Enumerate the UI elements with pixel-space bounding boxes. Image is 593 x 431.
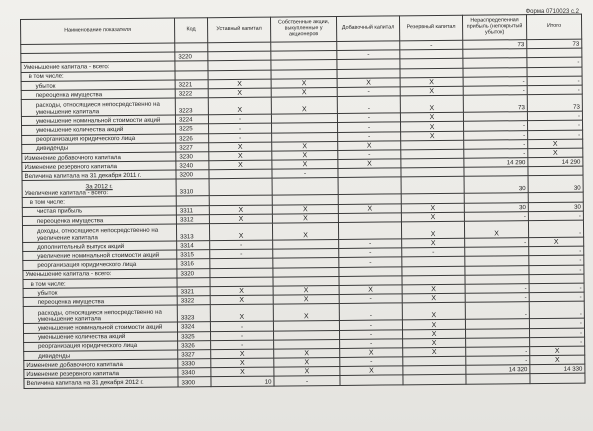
cell-c6: - [527, 111, 582, 121]
header-neraspr: Нераспределенная прибыль (непокрытый убыток) [462, 15, 526, 41]
row-name-text: переоценка имущества [35, 90, 103, 99]
row-name-text: чистая прибыль [36, 207, 83, 216]
cell-c1: X [210, 286, 273, 296]
row-name-text: реорганизация юридического лица [36, 135, 136, 144]
cell-c6: - [527, 76, 582, 86]
cell-c4: X [400, 112, 463, 122]
cell-c6: X [530, 355, 585, 365]
cell-c5: 73 [463, 95, 527, 113]
cell-c4: X [401, 131, 464, 141]
row-code: 3223 [175, 98, 208, 115]
cell-c6: 73 [527, 39, 582, 49]
row-code: 3221 [175, 79, 208, 89]
cell-c4: X [402, 238, 465, 248]
row-name-text: Изменение добавочного капитала [24, 153, 121, 162]
row-code [175, 70, 208, 80]
year-heading: За 2012 г. [85, 182, 113, 191]
cell-c2: X [273, 285, 339, 295]
row-name-text: в том числе: [28, 72, 64, 81]
cell-c5: - [464, 130, 528, 140]
cell-c3: - [340, 357, 403, 367]
header-sobst: Собственные акции, выкупленные у акционеров [270, 16, 336, 42]
cell-c5: - [466, 346, 530, 356]
cell-c3: - [337, 87, 400, 97]
cell-c3 [338, 222, 401, 240]
cell-c1: X [211, 358, 274, 368]
row-code: 3326 [178, 340, 211, 350]
cell-c6 [527, 67, 582, 77]
cell-c1: X [209, 151, 272, 161]
cell-c1: X [208, 97, 271, 115]
cell-c6: - [529, 328, 584, 338]
row-code: 3313 [176, 224, 209, 241]
row-code: 3316 [177, 259, 210, 269]
cell-c5: 30 [464, 202, 528, 212]
cell-c4 [401, 177, 464, 195]
row-code: 3340 [178, 368, 211, 378]
cell-c6: X [529, 237, 584, 247]
cell-c3: X [339, 285, 402, 295]
row-name-text: убыток [35, 82, 56, 90]
cell-c5: - [464, 139, 528, 149]
cell-c2: X [274, 358, 340, 368]
row-code: 3226 [176, 133, 209, 143]
cell-c5 [466, 374, 530, 384]
cell-c1: - [208, 114, 271, 124]
cell-c5: - [464, 211, 528, 221]
header-name: Наименование показателя [21, 18, 175, 44]
cell-c1: X [208, 88, 271, 98]
cell-c4: - [400, 40, 463, 50]
row-code: 3315 [177, 250, 210, 260]
row-name-text: Изменение резервного капитала [24, 162, 118, 171]
row-name-text: переоценка имущества [36, 216, 104, 225]
cell-c2 [272, 178, 338, 196]
row-code: 3320 [177, 268, 210, 278]
cell-c6: - [529, 318, 584, 328]
cell-c6: - [528, 220, 583, 238]
cell-c6: - [529, 255, 584, 265]
row-code: 3222 [175, 89, 208, 99]
cell-c3 [338, 177, 401, 195]
cell-c1: - [209, 123, 272, 133]
cell-c4: X [400, 77, 463, 87]
cell-c5: - [466, 356, 530, 366]
row-name [23, 305, 177, 323]
cell-c4: X [401, 212, 464, 222]
cell-c5: - [463, 86, 527, 96]
cell-c3: X [340, 366, 403, 376]
row-name-text: дивиденды [36, 145, 69, 153]
cell-c3: - [338, 122, 401, 132]
cell-c1: - [211, 331, 274, 341]
cell-c6: - [527, 57, 582, 67]
row-name-text: Изменение добавочного капитала [26, 360, 123, 369]
cell-c5: 14 290 [464, 158, 528, 168]
row-code: 3327 [178, 350, 211, 360]
row-name [22, 179, 176, 197]
header-ustavny: Уставный капитал [207, 17, 270, 43]
cell-c1: - [209, 133, 272, 143]
header-itogo: Итого [526, 14, 581, 40]
cell-c3: - [339, 239, 402, 249]
row-name [21, 98, 175, 116]
cell-c3: - [338, 150, 401, 160]
cell-c2: X [271, 78, 337, 88]
cell-c5: - [464, 121, 528, 131]
row-name [24, 377, 178, 388]
row-name-text: в том числе: [30, 280, 66, 288]
cell-c1: X [209, 160, 272, 170]
cell-c6: X [530, 346, 585, 356]
cell-c3: - [337, 50, 400, 60]
row-name [22, 224, 176, 242]
row-name-text: реорганизация юридического лица [38, 342, 138, 351]
cell-c1 [209, 179, 272, 197]
cell-c6: - [529, 292, 584, 302]
cell-c4: - [402, 247, 465, 257]
cell-c1: 10 [211, 377, 274, 387]
row-code: 3310 [176, 179, 209, 196]
cell-c4 [403, 375, 466, 385]
cell-c1: - [211, 340, 274, 350]
cell-c1: - [210, 321, 273, 331]
cell-c4: X [402, 284, 465, 294]
cell-c5: - [465, 293, 529, 303]
row-code: 3200 [176, 170, 209, 180]
cell-c2: X [274, 348, 340, 358]
cell-c1: X [211, 349, 274, 359]
cell-c3: X [338, 141, 401, 151]
row-name-text: Величина капитала на 31 декабря 2011 г. [24, 171, 142, 181]
table-body [21, 39, 585, 388]
cell-c3: - [339, 294, 402, 304]
cell-c3: X [340, 348, 403, 358]
cell-c3: - [340, 339, 403, 349]
cell-c5: - [465, 238, 529, 248]
cell-c4: X [402, 303, 465, 321]
row-code: 3324 [177, 322, 210, 332]
cell-c6: 14 330 [530, 364, 585, 374]
row-code: 3300 [178, 377, 211, 387]
capital-changes-table [20, 14, 586, 389]
cell-c2: X [272, 160, 338, 170]
row-name-text: дивиденды [38, 352, 71, 360]
row-code: 3323 [177, 305, 210, 322]
cell-c3: X [338, 203, 401, 213]
cell-c1: X [211, 367, 274, 377]
cell-c4: X [402, 320, 465, 330]
row-name-text: расходы, относящиеся непосредственно на уменьшение капитала [35, 101, 160, 116]
cell-c3: X [338, 159, 401, 169]
cell-c2: X [273, 295, 339, 305]
cell-c5: - [465, 284, 529, 294]
row-name-text: уменьшение номинальной стоимости акций [37, 323, 163, 332]
row-code: 3311 [176, 205, 209, 215]
cell-c1: X [210, 295, 273, 305]
cell-c2: X [274, 367, 340, 377]
cell-c2: X [272, 141, 338, 151]
row-code [175, 61, 208, 71]
cell-c3: - [338, 131, 401, 141]
row-code [175, 43, 208, 53]
cell-c4: X [401, 221, 464, 239]
cell-c3: - [339, 320, 402, 330]
row-name-text: в том числе: [29, 198, 65, 207]
cell-c1: X [209, 205, 272, 215]
cell-c2: X [272, 213, 338, 223]
row-name-text: уменьшение номинальной стоимости акций [35, 116, 161, 125]
cell-c6 [529, 274, 584, 284]
cell-c3: - [337, 96, 400, 114]
cell-c4: X [400, 86, 463, 96]
cell-c2: X [272, 204, 338, 214]
cell-c6: 14 290 [528, 157, 583, 167]
cell-c6: - [530, 337, 585, 347]
cell-c4: X [402, 293, 465, 303]
cell-c4: X [403, 338, 466, 348]
cell-c5: 30 [464, 176, 528, 194]
row-code: 3230 [176, 152, 209, 162]
cell-c2: - [274, 376, 340, 386]
row-code: 3240 [176, 161, 209, 171]
cell-c5: - [465, 302, 529, 320]
cell-c6: X [528, 148, 583, 158]
cell-c6 [530, 374, 585, 384]
cell-c6: - [529, 246, 584, 256]
row-code: 3325 [178, 331, 211, 341]
row-name-text: расходы, относящиеся непосредственно на уменьшение капитала [37, 308, 162, 323]
cell-c2: - [272, 169, 338, 179]
cell-c5: X [464, 221, 528, 239]
cell-c6: X [528, 139, 583, 149]
cell-c1: X [210, 304, 273, 322]
row-code: 3220 [175, 52, 208, 62]
row-code: 3314 [177, 241, 210, 251]
row-code: 3225 [176, 124, 209, 134]
row-code: 3312 [176, 215, 209, 225]
cell-c6: - [529, 265, 584, 275]
header-dobav: Добавочный капитал [336, 16, 399, 42]
cell-c3: - [339, 329, 402, 339]
row-name-text: Уменьшение капитала - всего: [23, 63, 110, 72]
row-code [177, 277, 210, 287]
row-name-text: доходы, относящиеся непосредственно на увеличение капитала [37, 226, 159, 242]
cell-c2: X [272, 222, 338, 240]
row-code: 3322 [177, 296, 210, 306]
row-name-text: убыток [37, 289, 58, 297]
row-name-text: дополнительный выпуск акций [37, 242, 125, 251]
cell-c1: X [209, 214, 272, 224]
cell-c4: X [400, 95, 463, 113]
row-name-text: увеличение номинальной стоимости акций [37, 251, 160, 260]
cell-c4: X [403, 347, 466, 357]
cell-c6: - [527, 85, 582, 95]
row-name-text: Изменение резервного капитала [26, 370, 120, 379]
row-name-text: уменьшение количества акций [36, 126, 124, 134]
cell-c1: X [209, 142, 272, 152]
cell-c2: X [272, 150, 338, 160]
cell-c3: - [339, 248, 402, 258]
cell-c6: 30 [528, 176, 583, 194]
cell-c3: X [337, 78, 400, 88]
cell-c6 [528, 166, 583, 176]
row-name-text: Величина капитала на 31 декабря 2012 г. [26, 379, 144, 388]
cell-c3: - [337, 113, 400, 123]
cell-c3 [340, 375, 403, 385]
cell-c1: - [210, 240, 273, 250]
row-name-text: переоценка имущества [37, 298, 105, 306]
cell-c2: X [271, 97, 337, 115]
header-rezerv: Резервный капитал [399, 15, 462, 41]
cell-c2: X [273, 304, 339, 322]
row-code: 3224 [175, 115, 208, 125]
cell-c3: - [339, 257, 402, 267]
cell-c2: X [271, 87, 337, 97]
row-name-text: Уменьшение капитала - всего: [25, 270, 112, 279]
cell-c5: 73 [463, 40, 527, 50]
cell-c4: X [402, 329, 465, 339]
cell-c6: - [529, 301, 584, 319]
cell-c6: - [528, 130, 583, 140]
cell-c6: - [529, 283, 584, 293]
cell-c1: - [210, 249, 273, 259]
row-code: 3227 [176, 142, 209, 152]
cell-c5: 14 320 [466, 365, 530, 375]
cell-c5: - [464, 149, 528, 159]
row-name-text: уменьшение количества акций [38, 333, 126, 342]
row-code: 3330 [178, 359, 211, 369]
cell-c4: X [401, 122, 464, 132]
row-code [176, 196, 209, 206]
cell-c6: 73 [527, 94, 582, 112]
cell-c6: 30 [528, 202, 583, 212]
capital-changes-table-wrapper [20, 14, 585, 387]
cell-c6 [527, 48, 582, 58]
row-name-text: Увеличение капитала - всего: [24, 189, 109, 198]
cell-c1: X [208, 79, 271, 89]
header-code: Код [174, 18, 207, 43]
row-code: 3321 [177, 287, 210, 297]
cell-c6: - [528, 120, 583, 130]
cell-c3: - [339, 303, 402, 321]
cell-c1: X [209, 223, 272, 241]
form-reference: Форма 0710023 с.2 [525, 9, 579, 15]
cell-c6: - [528, 211, 583, 221]
cell-c5: - [463, 76, 527, 86]
cell-c4: X [401, 203, 464, 213]
row-name-text: реорганизация юридического лица [37, 261, 137, 270]
